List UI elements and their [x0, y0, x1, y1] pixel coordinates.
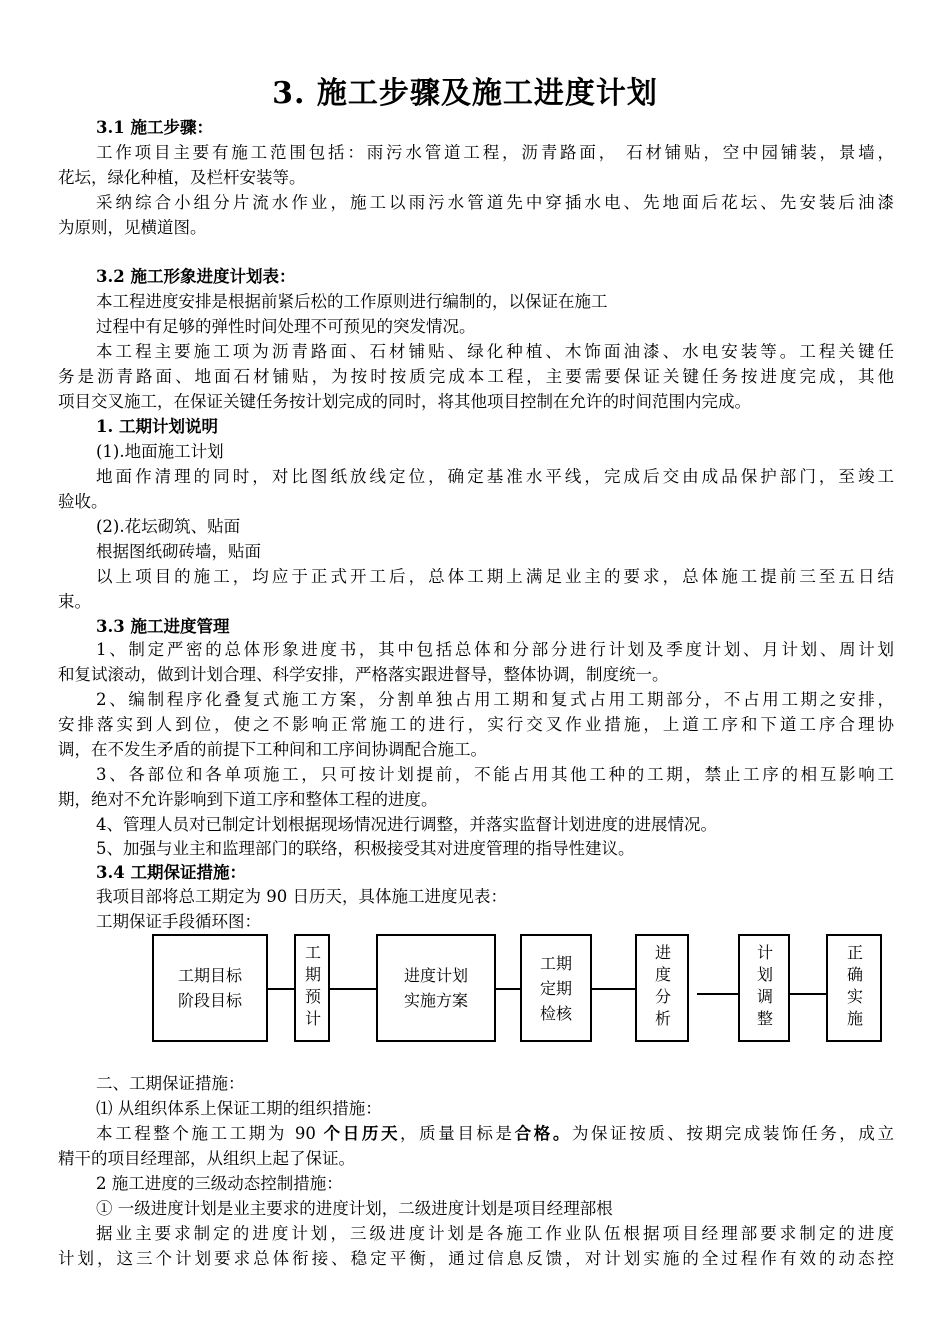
subsection-heading: 1. 工期计划说明	[96, 417, 218, 436]
section-3-4-heading: 3.4 工期保证措施：	[96, 863, 246, 882]
flow-box-plan	[376, 934, 496, 1042]
flow-box-execute	[826, 934, 882, 1042]
paragraph-line: 2、编制程序化叠复式施工方案，分割单独占用工期和复式占用工期部分，不占用工期之安排，	[96, 690, 894, 709]
text-span-bold: 个日历天	[323, 1124, 401, 1143]
paragraph-line: 期，绝对不允许影响到下道工序和整体工程的进度。	[58, 790, 438, 809]
paragraph-line: 过程中有足够的弹性时间处理不可预见的突发情况。	[96, 317, 476, 336]
list-item: (2).花坛砌筑、贴面	[96, 517, 241, 536]
paragraph-line: 本工程进度安排是根据前紧后松的工作原则进行编制的，以保证在施工	[96, 292, 608, 311]
flow-box-forecast	[294, 934, 330, 1042]
paragraph-line: 本工程主要施工项为沥青路面、石材铺贴、绿化种植、木饰面油漆、水电安装等。工程关键任	[96, 342, 894, 361]
paragraph-line: 4、管理人员对已制定计划根据现场情况进行调整，并落实监督计划进度的进展情况。	[96, 815, 717, 834]
section-3-3-heading: 3.3 施工进度管理	[96, 617, 230, 636]
flow-box-text: 工期	[539, 953, 572, 973]
flow-connector	[496, 988, 520, 990]
subsection-heading: 2 施工进度的三级动态控制措施：	[96, 1174, 343, 1193]
text-span: 本工程整个施工工期为 90	[96, 1124, 324, 1143]
paragraph-line: 精干的项目经理部，从组织上起了保证。	[58, 1149, 355, 1168]
flow-box-text: 工期预计	[302, 944, 322, 1032]
flow-box-text: 计划调整	[754, 944, 774, 1032]
paragraph-line: 据业主要求制定的进度计划，三级进度计划是各施工作业队伍根据项目经理部要求制定的进度	[96, 1224, 894, 1243]
paragraph-line: 调，在不发生矛盾的前提下工种间和工序间协调配合施工。	[58, 740, 487, 759]
text-span: ，质量目标是	[400, 1124, 515, 1143]
list-item: (1).地面施工计划	[96, 442, 224, 461]
paragraph-line: 安排落实到人到位，使之不影响正常施工的进行，实行交叉作业措施，上道工序和下道工序合理协	[58, 715, 894, 734]
page-title: 3. 施工步骤及施工进度计划	[272, 76, 658, 111]
paragraph-line: ① 一级进度计划是业主要求的进度计划，二级进度计划是项目经理部根	[96, 1199, 613, 1218]
paragraph-line: 验收。	[58, 492, 108, 511]
paragraph-line: 我项目部将总工期定为 90 日历天，具体施工进度见表：	[96, 887, 507, 906]
paragraph-line: 务是沥青路面、地面石材铺贴，为按时按质完成本工程，主要需要保证关键任务按进度完成，其他	[58, 367, 894, 386]
flow-box-analysis	[635, 934, 689, 1042]
paragraph-line: 1、制定严密的总体形象进度书，其中包括总体和分部分进行计划及季度计划、月计划、周计划	[96, 640, 894, 659]
section-3-2-heading: 3.2 施工形象进度计划表：	[96, 267, 296, 286]
subsection-heading: ⑴ 从组织体系上保证工期的组织措施：	[96, 1099, 382, 1118]
text-span: 为保证按质、按期完成装饰任务，成立	[571, 1124, 894, 1143]
paragraph-line	[96, 1121, 894, 1146]
paragraph-line: 和复试滚动，做到计划合理、科学安排，严格落实跟进督导，整体协调，制度统一。	[58, 665, 669, 684]
paragraph-line: 地面作清理的同时，对比图纸放线定位，确定基准水平线，完成后交由成品保护部门，至竣工	[96, 467, 894, 486]
paragraph-line: 为原则，见横道图。	[58, 218, 207, 237]
paragraph-line: 工期保证手段循环图：	[96, 912, 261, 931]
flow-box-target	[152, 934, 268, 1042]
paragraph-line: 花坛，绿化种植，及栏杆安装等。	[58, 168, 306, 187]
flow-connector	[330, 988, 376, 990]
paragraph-line: 3、各部位和各单项施工，只可按计划提前，不能占用其他工种的工期，禁止工序的相互影响工	[96, 765, 894, 784]
section-3-1-heading: 3.1 施工步骤：	[96, 118, 213, 137]
flow-box-text: 阶段目标	[177, 991, 242, 1010]
paragraph-line: 工作项目主要有施工范围包括：雨污水管道工程，沥青路面， 石材铺贴，空中园铺装，景墙，	[96, 143, 894, 162]
flow-box-adjust	[738, 934, 790, 1042]
flow-box-check	[520, 934, 592, 1042]
flow-box-text: 实施方案	[403, 991, 468, 1010]
paragraph-line: 计划，这三个计划要求总体衔接、稳定平衡，通过信息反馈，对计划实施的全过程作有效的动态控	[58, 1249, 894, 1268]
section-heading: 二、工期保证措施：	[96, 1074, 245, 1093]
paragraph-line: 采纳综合小组分片流水作业，施工以雨污水管道先中穿插水电、先地面后花坛、先安装后油漆	[96, 193, 894, 212]
flow-connector	[790, 993, 826, 995]
flow-connector	[697, 993, 738, 995]
flow-connector	[268, 988, 294, 990]
paragraph-line: 项目交叉施工，在保证关键任务按计划完成的同时，将其他项目控制在允许的时间范围内完成。	[58, 392, 751, 411]
flow-box-text: 检核	[539, 1003, 572, 1023]
flow-box-text: 正确实施	[844, 944, 864, 1032]
flow-box-text: 进度计划	[403, 966, 468, 985]
flow-box-text: 定期	[539, 978, 572, 998]
paragraph-line: 根据图纸砌砖墙，贴面	[96, 542, 261, 561]
flow-connector	[592, 988, 635, 990]
text-span-bold: 合格。	[514, 1124, 572, 1143]
paragraph-line: 5、加强与业主和监理部门的联络，积极接受其对进度管理的指导性建议。	[96, 839, 635, 858]
flow-box-text: 进度分析	[652, 944, 672, 1032]
paragraph-line: 以上项目的施工，均应于正式开工后，总体工期上满足业主的要求，总体施工提前三至五日结	[96, 567, 894, 586]
paragraph-line: 束。	[58, 592, 91, 611]
flow-box-text: 工期目标	[177, 966, 242, 985]
